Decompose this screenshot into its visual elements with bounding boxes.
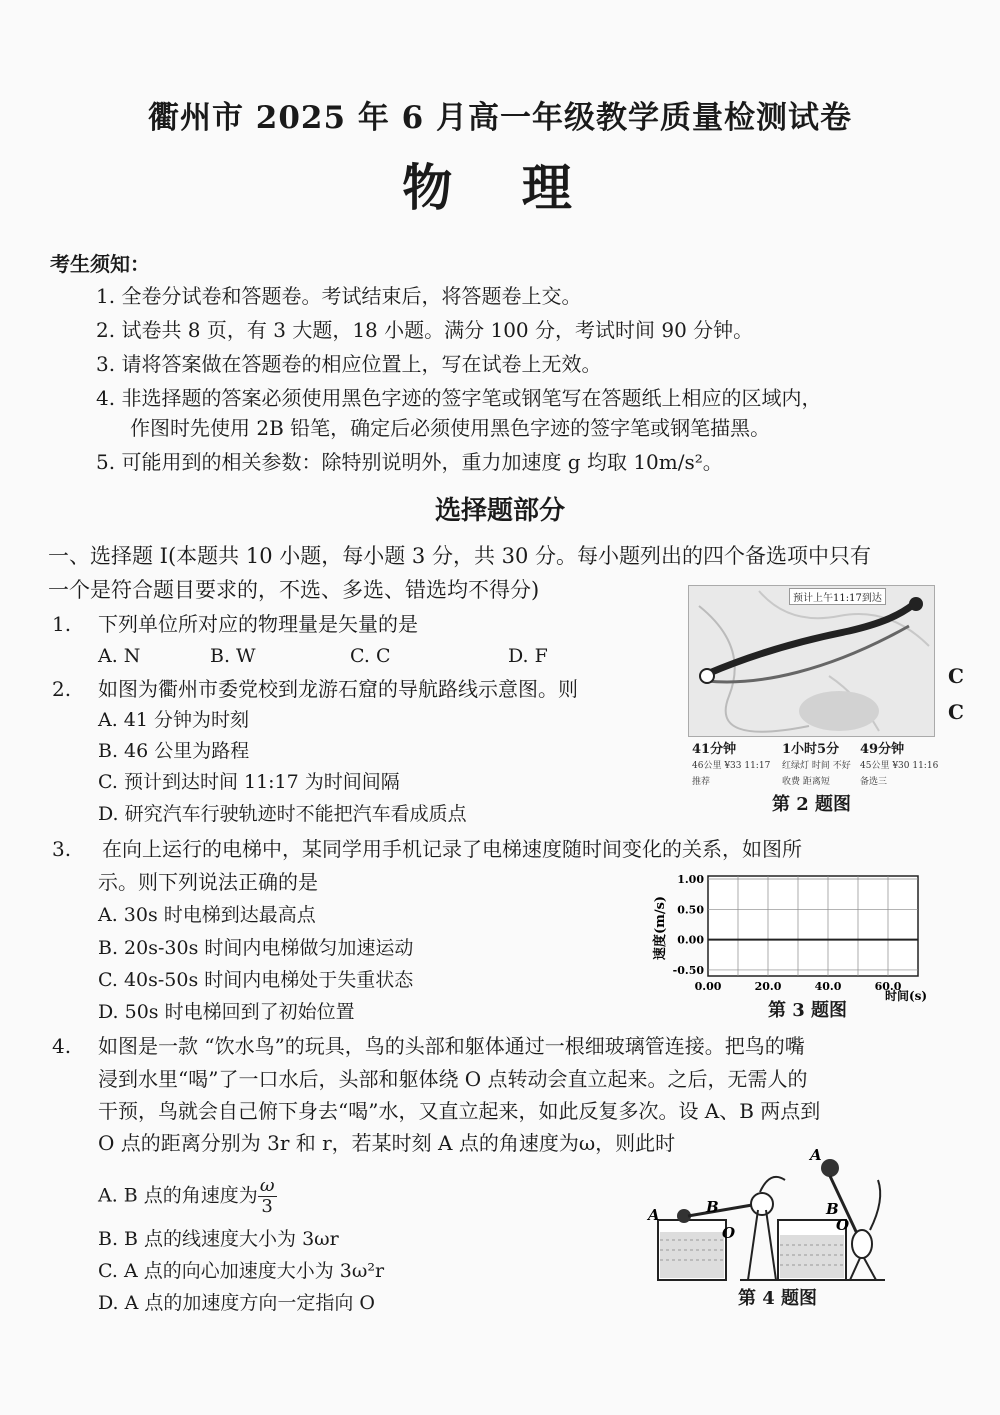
drinking-bird-figure bbox=[640, 1140, 900, 1285]
q1-number: 1. bbox=[52, 612, 72, 636]
exam-title: 衢州市 2025 年 6 月高一年级教学质量检测试卷 bbox=[147, 100, 853, 136]
notice-item: 1. 全卷分试卷和答题卷。考试结束后，将答题卷上交。 bbox=[96, 284, 582, 308]
q2-option: D. 研究汽车行驶轨迹时不能把汽车看成质点 bbox=[98, 803, 467, 825]
q4-caption: 第 4 题图 bbox=[738, 1288, 818, 1309]
fraction bbox=[258, 1176, 277, 1217]
fraction-numerator: ω bbox=[259, 1175, 275, 1196]
map-route-drawing bbox=[689, 586, 934, 736]
chart-x-tick-label: 40.0 bbox=[814, 980, 842, 993]
q3-stem-cont: 示。则下列说法正确的是 bbox=[98, 870, 318, 894]
route-time: 49分钟 bbox=[860, 742, 905, 757]
chart-ylabel: 速度(m/s) bbox=[653, 895, 668, 961]
q4-option-a-text: A. B 点的角速度为 bbox=[98, 1184, 258, 1207]
chart-y-tick-label: 1.00 bbox=[677, 873, 704, 887]
fraction-denominator: 3 bbox=[261, 1196, 273, 1217]
chart-x-tick-label: 20.0 bbox=[754, 980, 782, 993]
q3-option: C. 40s-50s 时间内电梯处于失重状态 bbox=[98, 969, 414, 991]
chart-y-tick-label: 0.50 bbox=[677, 903, 704, 917]
chart-x-tick-label: 0.00 bbox=[694, 980, 722, 993]
q4-stem-cont: 干预，鸟就会自己俯下身去“喝”水，又直立起来，如此反复多次。设 A、B 两点到 bbox=[98, 1099, 821, 1123]
part1-heading: 一、选择题 I(本题共 10 小题，每小题 3 分，共 30 分。每小题列出的四个备选项中只有 bbox=[48, 544, 872, 568]
q1-option: B. W bbox=[210, 645, 256, 667]
notice-heading: 考生须知： bbox=[50, 252, 150, 276]
chart-x-tick-label: 60.0 bbox=[874, 980, 902, 993]
q4-stem-cont: 浸到水里“喝”了一口水后，头部和躯体绕 O 点转动会直立起来。之后，无需人的 bbox=[98, 1067, 808, 1091]
notice-item: 5. 可能用到的相关参数：除特别说明外，重力加速度 g 均取 10m/s²。 bbox=[96, 450, 723, 474]
q1-option: C. C bbox=[350, 645, 391, 667]
q4-option: C. A 点的向心加速度大小为 3ω²r bbox=[98, 1260, 385, 1282]
route-note: 备选三 bbox=[860, 777, 888, 787]
velocity-chart bbox=[640, 866, 940, 1006]
notice-item: 2. 试卷共 8 页，有 3 大题，18 小题。满分 100 分，考试时间 90 分钟。 bbox=[96, 318, 754, 342]
label-O: O bbox=[722, 1224, 736, 1242]
q2-stem: 如图为衢州市委党校到龙游石窟的导航路线示意图。则 bbox=[98, 677, 578, 701]
q3-option: B. 20s-30s 时间内电梯做匀加速运动 bbox=[98, 937, 414, 959]
map-side-label: C bbox=[948, 664, 964, 688]
q2-number: 2. bbox=[52, 677, 72, 701]
part1-heading-cont: 一个是符合题目要求的，不选、多选、错选均不得分) bbox=[48, 578, 540, 602]
chart-frame bbox=[708, 876, 918, 976]
chart-y-tick-label: -0.50 bbox=[672, 963, 704, 977]
route-detail: 46公里 ¥33 11:17 bbox=[692, 761, 771, 771]
q4-stem-cont: O 点的距离分别为 3r 和 r，若某时刻 A 点的角速度为ω，则此时 bbox=[98, 1131, 676, 1155]
label-O: O bbox=[836, 1216, 850, 1234]
route-option-2 bbox=[782, 742, 851, 790]
subject-title: 物 理 bbox=[402, 158, 598, 217]
q2-option: A. 41 分钟为时刻 bbox=[98, 709, 250, 731]
route-note: 收费 距离短 bbox=[782, 777, 830, 787]
q1-stem: 下列单位所对应的物理量是矢量的是 bbox=[98, 612, 418, 636]
q3-option: D. 50s 时电梯回到了初始位置 bbox=[98, 1001, 355, 1023]
map-arrival-label: 预计上午11:17到达 bbox=[789, 588, 886, 605]
q2-caption: 第 2 题图 bbox=[772, 794, 852, 815]
label-A: A bbox=[810, 1146, 822, 1164]
route-detail: 红绿灯 时间 不好 bbox=[782, 761, 851, 771]
route-time: 1小时5分 bbox=[782, 742, 840, 757]
notice-item: 作图时先使用 2B 铅笔，确定后必须使用黑色字迹的签字笔或钢笔描黑。 bbox=[130, 416, 771, 440]
chart-xlabel: 时间(s) bbox=[884, 989, 928, 1003]
navigation-map bbox=[688, 585, 935, 737]
route-note: 推荐 bbox=[692, 777, 711, 787]
notice-item: 3. 请将答案做在答题卷的相应位置上，写在试卷上无效。 bbox=[96, 352, 602, 376]
q4-number: 4. bbox=[52, 1034, 72, 1058]
route-detail: 45公里 ¥30 11:16 bbox=[860, 761, 939, 771]
q3-stem: 在向上运行的电梯中，某同学用手机记录了电梯速度随时间变化的关系，如图所 bbox=[102, 837, 802, 861]
label-B: B bbox=[706, 1198, 719, 1216]
label-A: A bbox=[648, 1206, 660, 1224]
label-B: B bbox=[826, 1200, 839, 1218]
q3-number: 3. bbox=[52, 837, 72, 861]
map-side-label: C bbox=[948, 700, 964, 724]
q2-option: B. 46 公里为路程 bbox=[98, 740, 250, 762]
q4-option: D. A 点的加速度方向一定指向 O bbox=[98, 1292, 376, 1314]
section-title: 选择题部分 bbox=[434, 496, 565, 526]
route-time: 41分钟 bbox=[692, 742, 737, 757]
chart-y-tick-label: 0.00 bbox=[677, 933, 704, 947]
q1-option: A. N bbox=[98, 645, 141, 667]
q4-option: B. B 点的线速度大小为 3ωr bbox=[98, 1228, 339, 1250]
q2-option: C. 预计到达时间 11:17 为时间间隔 bbox=[98, 771, 400, 793]
q3-option: A. 30s 时电梯到达最高点 bbox=[98, 904, 316, 926]
route-option-3 bbox=[860, 742, 938, 790]
notice-item: 4. 非选择题的答案必须使用黑色字迹的签字笔或钢笔写在答题纸上相应的区域内， bbox=[96, 386, 822, 410]
q3-caption: 第 3 题图 bbox=[768, 1000, 848, 1021]
route-option-1 bbox=[692, 742, 770, 790]
q4-stem: 如图是一款 “饮水鸟”的玩具，鸟的头部和躯体通过一根细玻璃管连接。把鸟的嘴 bbox=[98, 1034, 805, 1058]
q1-option: D. F bbox=[508, 645, 548, 667]
q4-option-a bbox=[98, 1176, 277, 1217]
